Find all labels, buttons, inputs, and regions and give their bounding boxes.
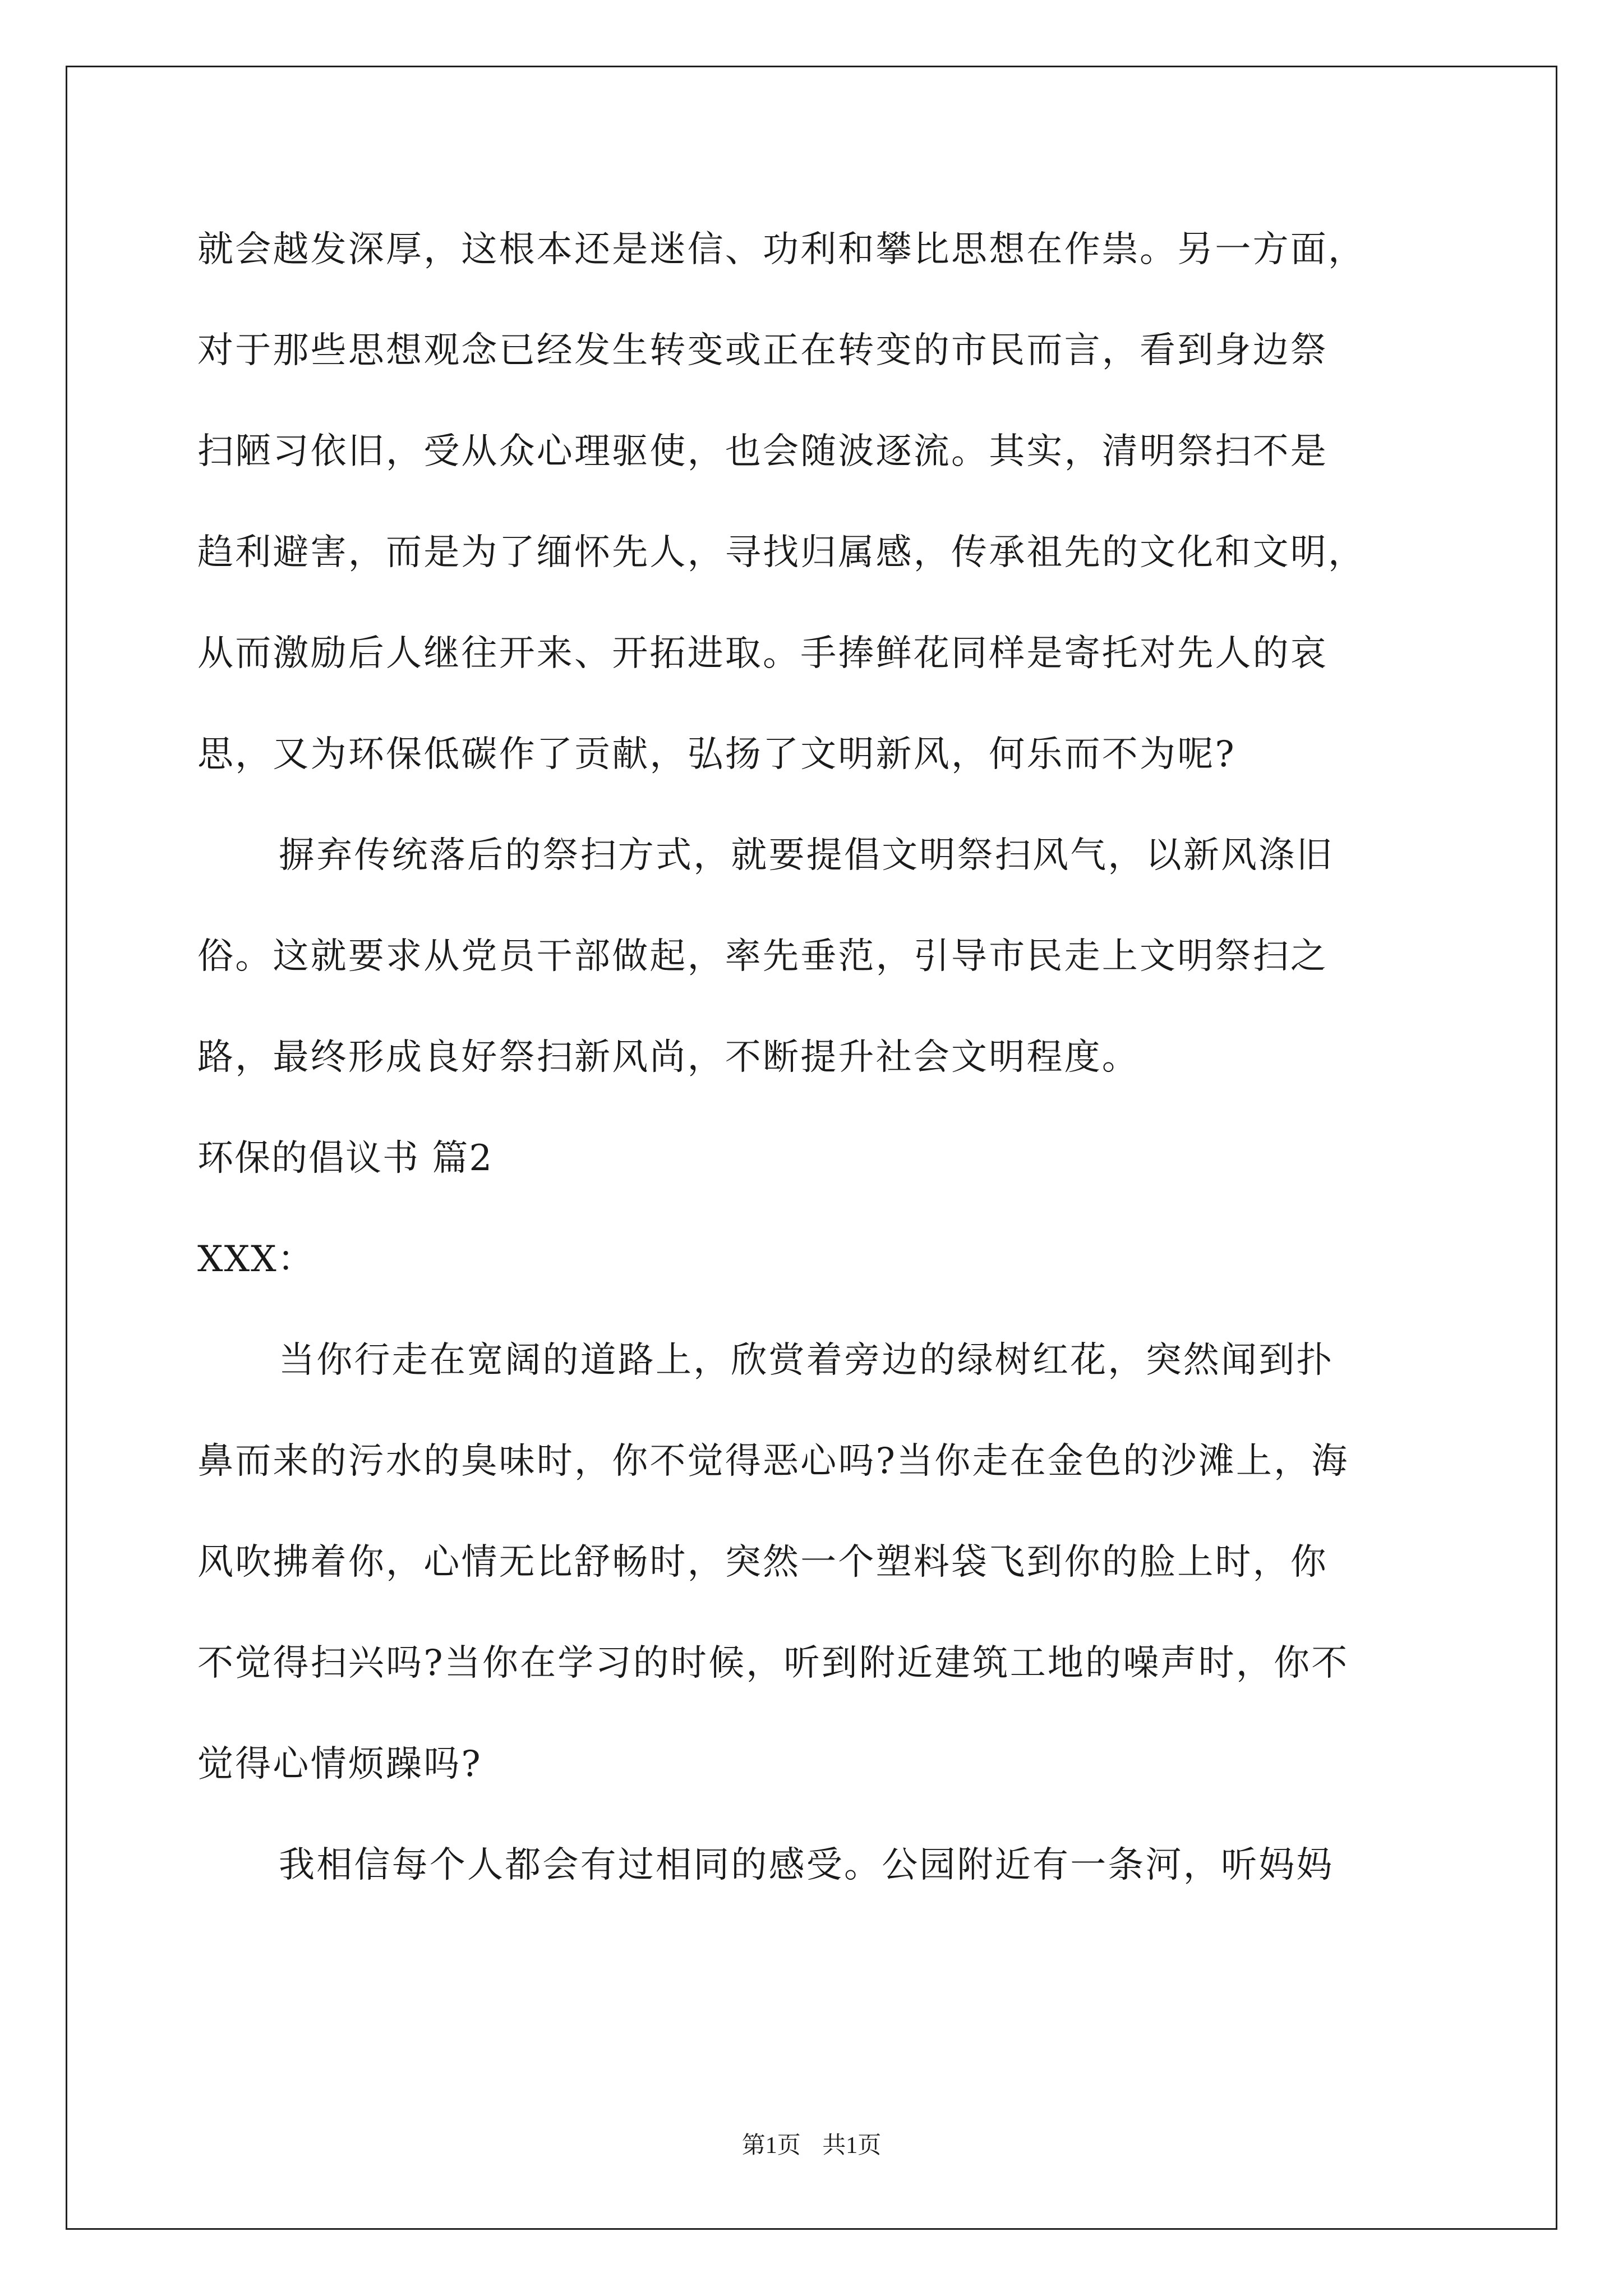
body-line: 就会越发深厚，这根本还是迷信、功利和攀比思想在作祟。另一方面， — [197, 229, 1366, 270]
salutation: XXX： — [197, 1239, 315, 1280]
body-line: 思，又为环保低碳作了贡献，弘扬了文明新风，何乐而不为呢? — [197, 734, 1236, 775]
body-line: 路，最终形成良好祭扫新风尚，不断提升社会文明程度。 — [197, 1037, 1140, 1078]
body-line: 趋利避害，而是为了缅怀先人，寻找归属感，传承祖先的文化和文明， — [197, 532, 1366, 573]
body-line: 俗。这就要求从党员干部做起，率先垂范，引导市民走上文明祭扫之 — [197, 936, 1328, 977]
body-line: 不觉得扫兴吗?当你在学习的时候，听到附近建筑工地的噪声时，你不 — [197, 1642, 1349, 1684]
paragraph-first-line: 摒弃传统落后的祭扫方式，就要提倡文明祭扫风气，以新风涤旧 — [279, 835, 1334, 876]
body-line: 扫陋习依旧，受从众心理驱使，也会随波逐流。其实，清明祭扫不是 — [197, 431, 1328, 472]
body-line: 对于那些思想观念已经发生转变或正在转变的市民而言，看到身边祭 — [197, 330, 1328, 371]
paragraph-first-line: 当你行走在宽阔的道路上，欣赏着旁边的绿树红花，突然闻到扑 — [279, 1340, 1334, 1381]
body-line: 风吹拂着你，心情无比舒畅时，突然一个塑料袋飞到你的脸上时，你 — [197, 1542, 1328, 1583]
page-footer — [0, 2132, 1623, 2160]
body-line: 从而激励后人继往开来、开拓进取。手捧鲜花同样是寄托对先人的哀 — [197, 633, 1328, 674]
section-heading: 环保的倡议书 篇2 — [197, 1138, 494, 1179]
body-line: 觉得心情烦躁吗? — [197, 1743, 482, 1785]
paragraph-first-line: 我相信每个人都会有过相同的感受。公园附近有一条河，听妈妈 — [279, 1844, 1334, 1886]
body-line: 鼻而来的污水的臭味时，你不觉得恶心吗?当你走在金色的沙滩上，海 — [197, 1441, 1349, 1482]
page-number: 第1页 — [741, 2133, 801, 2159]
page-total: 共1页 — [822, 2133, 882, 2159]
